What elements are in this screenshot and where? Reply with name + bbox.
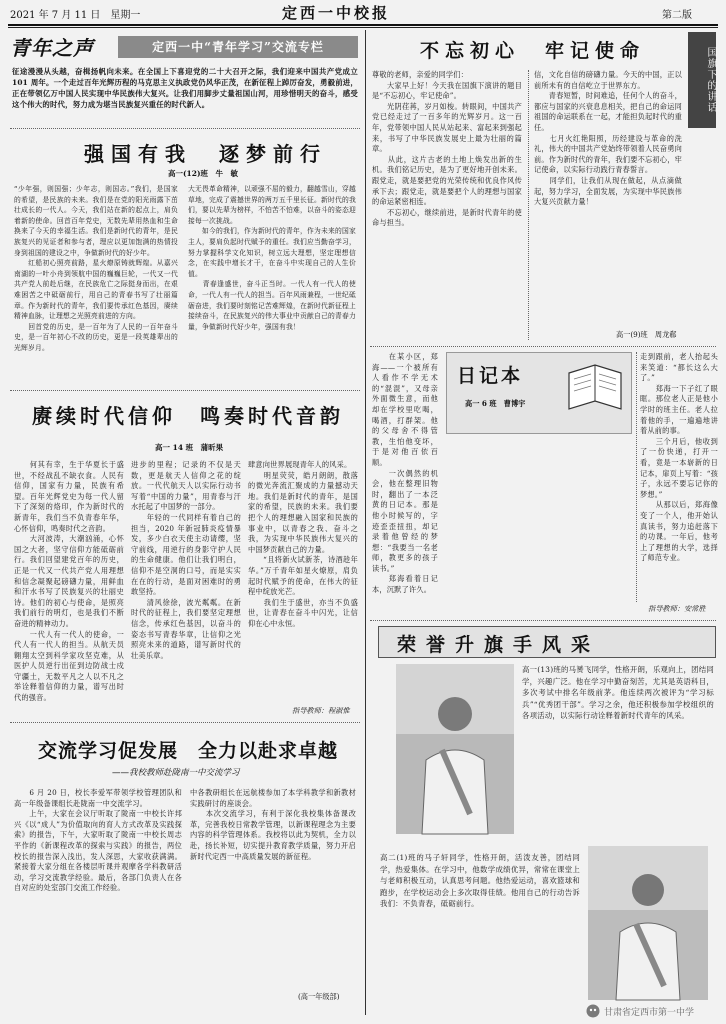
section-divider: [10, 722, 360, 723]
speech-side-tab: 国旗下的讲话: [688, 32, 716, 128]
diary-col2: 走到跟前，老人抬起头来笑道：“都长这么大了。” 郑海一下子红了眼眶。那位老人正是他小学时的班主任。老人拉着他的手，一遍遍地讲着从前的事。 三个月后，他收到了一份快递，打开一看，竟是一本崭新的日记本，扉页上写着：“孩子，永远不要忘记你的梦想。” 从那以后，郑海像变了一个人，他开始认真读书，努力追赶落下的功课。一年后，他考上了理想的大学，选择了师范专业。: [640, 352, 718, 563]
diary-title: 日记本: [457, 365, 524, 387]
section-divider: [10, 390, 360, 391]
speech-byline: 高一(9)班 周龙郗: [616, 330, 677, 339]
issue-date: 2021 年 7 月 11 日 星期一: [10, 10, 141, 21]
flag-title: 荣誉升旗手风采: [397, 634, 601, 656]
diary-teacher: 指导教师：安常胜: [648, 604, 706, 613]
student-portrait-icon: [396, 664, 514, 834]
article2-col2: 进步的里程；记录的不仅是天数，更是航天人信仰之花的绽放。一代代航天人以实际行动书写着“中国的力量”，用青春与汗水托起了中国梦的一部分。 年轻的一代同样有着自己的担当，2020 年新冠肺炎疫情暴发，多少白衣天使主动请缨，坚守前线，用逆行的身影守护人民的生命健康。他们让我们明白，信仰不是空洞的口号，而是实实在在的行动，是面对困难时的勇敢坚持。 清风徐徐，波光粼粼。在新时代的征程上，我们要坚定理想信念，传承红色基因，以奋斗的姿态书写青春华章，让信仰之光照亮未来的道路，谱写新时代的壮美乐章。: [131, 460, 241, 660]
section-divider: [10, 128, 360, 129]
speech-col2: 信，文化自信的磅礴力量。今天的中国，正以前所未有的自信屹立于世界东方。 青春短暂，时间难追，任何个人的奋斗，都应与国家的兴衰息息相关，把自己的命运同祖国的命运联系在一起，才能担负起时代的重任。 七月火红艳阳照，历经建设与革命的洗礼，伟大的中国共产党始终带领着人民奋勇向前。作为新时代的青年，我们要不忘初心，牢记使命，以实际行动践行青春誓言。 同学们，让我们从现在做起，从点滴做起，努力学习，全面发展，为实现中华民族伟大复兴贡献力量！: [534, 70, 682, 207]
article3-col1: 6 月 20 日，校长李爱军带领学校管理团队和高一年级备课组长赴陇南一中交流学习。 上午，大家在会议厅听取了陇南一中校长许邦兴《以“成人”为价值取向的育人方式改革及实践探索》的报告，下午，大家听取了陇南一中校长周志平作的《新课程改革的探索与实践》的报告，两位校长的报告深入浅出，发人深思，大家收获满满。紧接着大家分组在各楼层听课并观摩各学科教研活动，学习交流教学经验。最后，各部门负责人在各自对应的处室部门交流工作经验。: [14, 788, 182, 893]
diary-col1-rest: [372, 442, 630, 618]
student1-photo: [396, 664, 514, 834]
wechat-watermark: [586, 1004, 694, 1018]
speech-title: 不忘初心 牢记使命: [420, 40, 646, 62]
student-portrait-icon: [588, 846, 708, 1000]
speech-col1-cont: [372, 268, 522, 340]
article3-title: 交流学习促发展 全力以赴求卓越: [38, 740, 339, 762]
student2-caption: 高二(1)班的马子轩同学，性格开朗，活泼友善，团结同学，热爱集体。在学习中，他数学成绩优异，常常在课堂上与老师积极互动，认真思考问题。他热爱运动，喜欢篮球和跑步，在学校运动会上多次取得佳绩。他用自己的行动告诉我们：不负青春，砥砺前行。: [380, 853, 580, 908]
diary-col1-top: 在某小区，郑海——一个被所有人看作不学无术的“混混”，又母亲外面微生意，而他却在学校里吃喝，喝酒，打群架。他的父母舍不得管教，生怕他变坏，于是对他百依百顺。 一次偶然的机会，他在整理旧物时，翻出了一本泛黄的日记本。那是他小时候写的，字迹歪歪扭扭，却记录着他曾经的梦想：“我要当一名老师，教更多的孩子读书。” 郑海看着日记本，沉默了许久。: [372, 352, 438, 595]
article1-col1: “少年强，则国强；少年志，则国志。”我们，是国家的希望，是民族的未来。我们是在党的阳光雨露下茁壮成长的一代人。今天，我们站在新的起点上，肩负着新的使命。回首百年党史，无数先辈用热血和生命换来了今天的幸福生活。我们是新时代的青年，是民族复兴的见证者和参与者，理应以更加饱满的热情投身到祖国的建设之中，争做新时代的好少年。 红船初心照亮前路，星火燎原铸就辉煌。从嘉兴南湖的一叶小舟到领航中国的巍巍巨轮，一代又一代共产党人前赴后继，在民族危亡之际挺身而出，在艰难困苦之中砥砺前行，用自己的青春书写了壮丽篇章。作为新时代的青年，我们要传承红色基因，赓续精神血脉，让理想之光照亮前进的方向。 回首党的历史，是一百年为了人民的一百年奋斗史，是一百年初心不改的历史，更是一段英雄辈出的光辉岁月。: [14, 185, 178, 352]
column-dots: [636, 352, 637, 602]
article2-col1: 何其有幸，生于华夏长于盛世，不经战乱不缺衣食。人民有信仰，国家有力量，民族有希望。百年光辉党史为每一代人留下了深刻的烙印，作为新时代的新青年，我们当不负青春年华，心怀信仰，鸣奏时代之音韵。 大河波涛，大潮汹涌，心怀国之大者，坚守信仰方能砥砺前行。我们回望建党百年的历史，正是一代又一代共产党人用理想和信念凝聚起磅礴力量，用鲜血和汗水书写了民族复兴的壮丽史诗。他们的初心与使命，是照亮我们前行的明灯，也是我们不断奋进的精神动力。 一代人有一代人的使命，一代人有一代人的担当。从航天员翱翔太空到科学家攻坚克难，从医护人员逆行出征到边防战士戍守疆土，无数平凡之人以不凡之举诠释着信仰的力量，谱写出时代的强音。: [14, 460, 124, 703]
article3-byline: (高一年级部): [298, 992, 340, 1001]
article2-col3: 肆意向世界展现青年人的风采。 明星荧荧，皓月朗朗，散落的微光奔流汇聚成的力量撼动天地。我们是新时代的青年，是国家的希望，民族的未来。我们要把个人的理想融入国家和民族的事业中，以青春之我、奋斗之我，为实现中华民族伟大复兴的中国梦贡献自己的力量。 “且将新火试新茶，诗酒趁年华。”万千青年如星火燎原，肩负起时代赋予的使命，在伟大的征程中绽放光芒。 我们生于盛世，亦当不负盛世，让青春在奋斗中闪光，让信仰在心中永恒。: [248, 460, 358, 628]
article1-col2: 大无畏革命精神，以顽强不屈的毅力，翻越雪山，穿越草地，完成了震撼世界的两万五千里长征。新时代的我们，要以先辈为榜样，不怕苦不怕难，以奋斗的姿态迎接每一次挑战。 如今的我们，作为新时代的青年，作为未来的国家主人，要肩负起时代赋予的重任。我们应当勤奋学习，努力掌握科学文化知识，树立远大理想，坚定理想信念，在实践中增长才干，在奋斗中实现自己的人生价值。 青春逢盛世，奋斗正当时。一代人有一代人的使命，一代人有一代人的担当。百年风雨兼程，一世纪砥砺奋进，我们要时刻铭记苦难辉煌，在新时代新征程上接续奋斗，在民族复兴的伟大事业中贡献自己的青春力量，争做新时代好少年，强国有我！: [188, 185, 356, 331]
book-icon: [565, 359, 625, 415]
edition-label: 第二版: [662, 10, 692, 21]
article1-byline: 高一(12)班 牛 敏: [168, 169, 239, 178]
student1-caption: 高一(13)班的马赟飞同学，性格开朗，乐观向上，团结同学，兴趣广泛。他在学习中勤奋刻苦，尤其是英语科目，多次考试中排名年级前茅。他连续两次被评为“学习标兵”“优秀团干部”。学习之余，他还积极参加学校组织的各项活动，以实际行动诠释着新时代青年的风采。: [522, 665, 714, 720]
student2-photo: [588, 846, 708, 1000]
article2-teacher: 指导教师：程淑惟: [292, 706, 350, 715]
article2-byline: 高一 14 班 蒲昕果: [155, 443, 224, 452]
youth-logo: 青年之声: [10, 36, 94, 60]
article3-subtitle: ——我校教师赴陇南一中交流学习: [112, 768, 240, 778]
article1-title: 强国有我 逐梦前行: [84, 142, 327, 166]
diary-byline: 高一 6 班 曹博宇: [465, 399, 526, 408]
wechat-icon: [586, 1004, 600, 1018]
watermark-text: 甘肃省定西市第一中学: [604, 1007, 695, 1018]
youth-banner: 定西一中“青年学习”交流专栏: [118, 36, 358, 58]
masthead-rule: [8, 24, 718, 26]
column-divider: [365, 30, 366, 1015]
paper-name: 定西一中校报: [282, 4, 391, 22]
section-divider: [370, 620, 716, 621]
article3-col2: 中各教研组长在远航楼参加了本学科教学和新教材实践研讨的座谈会。 本次交流学习，有利于深化我校集体备课改革，完善我校日常教学管理，以新课程理念为主要内容的科学管理体系。我校将以此为契机，全力以赴，扬长补短，切实提升教育教学质量，努力开启新时代定西一中高质量发展的新征程。: [190, 788, 356, 861]
masthead-rule-thin: [8, 27, 718, 28]
flag-title-box: [378, 626, 716, 658]
youth-intro: 征途漫漫从头越，奋楫扬帆向未来。在全国上下喜迎党的二十大召开之际，我们迎来中国共产党成立 101 周年。一个走过百年光辉历程的马克思主义执政党仍风华正茂，在新征程上踔厉奋发，勇毅前进，正在带领亿万中国人民实现中华民族伟大复兴。让我们用脚步丈量祖国山河，用珍惜明天的奋斗，感受这个伟大的时代，努力成为堪当民族复兴重任的时代新人。: [12, 67, 358, 109]
speech-col1: 尊敬的老师，亲爱的同学们： 大家早上好！今天我在国旗下演讲的题目是“不忘初心，牢记使命”。 光阴荏苒，岁月如梭。转眼间，中国共产党已经走过了一百多年的光辉岁月。这一百年，党带领中国人民从站起来、富起来到强起来，书写了中华民族发展史上最为壮丽的篇章。 从此，这片古老的土地上焕发出新的生机。我们铭记历史，是为了更好地开创未来。跟党走，就是要把党的光荣传统和优良作风传承下去；跟党走，就是要把个人的理想与国家的命运紧密相连。 不忘初心，继续前进，是新时代青年的使命与担当。: [372, 70, 522, 228]
section-divider: [370, 346, 716, 347]
column-dots: [528, 70, 529, 340]
diary-title-box: [446, 352, 632, 434]
article2-title: 赓续时代信仰 鸣奏时代音韵: [32, 404, 344, 428]
